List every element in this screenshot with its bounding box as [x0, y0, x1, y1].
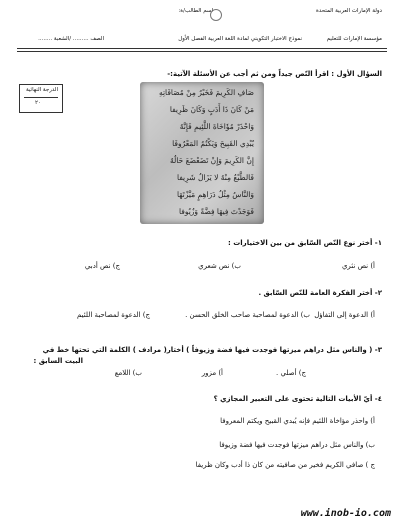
ministry-logo	[210, 9, 222, 21]
q3-option-b: ب) اللامع	[114, 369, 142, 377]
q4-option-a: أ) واحذر مؤاخاة اللئيم فإنه يُبدي القبيح ويكتم المعروفا	[220, 417, 375, 425]
poem-line: يُبْدِي القَبِيحَ وَيَكْتُمُ المَعْرُوفَا	[172, 139, 254, 148]
state-name: دولة الإمارات العربية المتحدة	[315, 8, 382, 14]
poem-line: صَافِ الكَرِيمَ فَخَيْرٌ مِنْ مُصَافَاتِهِ	[158, 88, 254, 97]
grade-section-label: الصف ......... /الشعبة ........	[38, 36, 104, 42]
section-title: السؤال الأول : اقرأ النّص جيداً ومن ثم أجب عن الأسئلة الآتية:-	[167, 70, 382, 78]
grade-box-total: ٢٠	[35, 100, 41, 106]
header-divider-2	[17, 51, 387, 52]
q3-option-a: أ) مزور	[201, 369, 223, 377]
grade-box	[19, 84, 63, 113]
grade-box-line	[24, 97, 58, 98]
poem-line: فَوَجَدْتَ فِيهَا فِضَّةً وَزُيُوفا	[178, 207, 254, 216]
header-divider	[17, 48, 387, 49]
student-name-label: اسم الطالب/ة:	[178, 8, 213, 14]
poem-line: إِنَّ الكَرِيمَ وَإِنْ تَضَعْضَعَ حَالُهُ	[169, 156, 254, 165]
ministry-name: مؤسسة الإمارات للتعليم	[326, 36, 382, 42]
q1-option-c: ج) نص أدبي	[84, 262, 120, 270]
q2-option-a: أ) الدعوة إلى التفاؤل	[314, 311, 375, 319]
q4-option-c: ج ) صافي الكريم فخير من صافيته من كان ذا أدب وكان ظريفا	[195, 461, 375, 469]
question-4: ٤- أيّ الأبيات التالية تحتوى على التعبير المجازي ؟	[213, 395, 382, 403]
question-2: ٢- أختر الفكرة العامة للنّص السّابق .	[258, 289, 382, 297]
q4-option-b: ب) والناس مثل دراهم ميزتها فوجدت فيها فضة وزيوفا	[219, 441, 375, 449]
exam-title: نموذج الاختبار التكويني لمادة اللغة العربية الفصل الأول	[178, 36, 302, 42]
question-3-cont: البيت السابق :	[33, 357, 83, 365]
footer-url[interactable]: www.inob-io.com	[300, 508, 391, 519]
grade-box-label: الدرجة النهائية	[25, 87, 58, 93]
poem-line: وَالنَّاسُ مِثْلُ دَرَاهِمٍ مَيَّزْتَهَا	[176, 190, 254, 199]
q2-option-b: ب) الدعوة لمصاحبة صاحب الخلق الحسن .	[185, 311, 310, 319]
q1-option-a: أ) نص نثري	[341, 262, 375, 270]
q1-option-b: ب) نص شعري	[198, 262, 241, 270]
q2-option-c: ج) الدعوة لمصاحبة اللئيم	[77, 311, 150, 319]
poem-line: مَنْ كَانَ ذَا أَدَبٍ وَكَانَ ظَرِيفا	[169, 105, 254, 114]
question-1: ١- أختر نوع النّص السّابق من بين الاختيارات :	[228, 239, 382, 247]
poem-image	[140, 82, 264, 224]
poem-line: فَالطَّبْعُ مِنْهُ لا يَزَالُ شَرِيفا	[176, 173, 254, 182]
question-3: ٣- ( والناس مثل دراهم ميزتها فوجدت فيها فضة وزيوفاً ) أختار( مرادف ) الكلمة التي تحتها خط في	[42, 346, 382, 354]
poem-line: وَاحْذَرْ مُؤَاخَاةَ اللَّئِيمِ فَإِنَّهُ	[179, 122, 254, 131]
q3-option-c: ج) أصلي .	[276, 369, 306, 377]
